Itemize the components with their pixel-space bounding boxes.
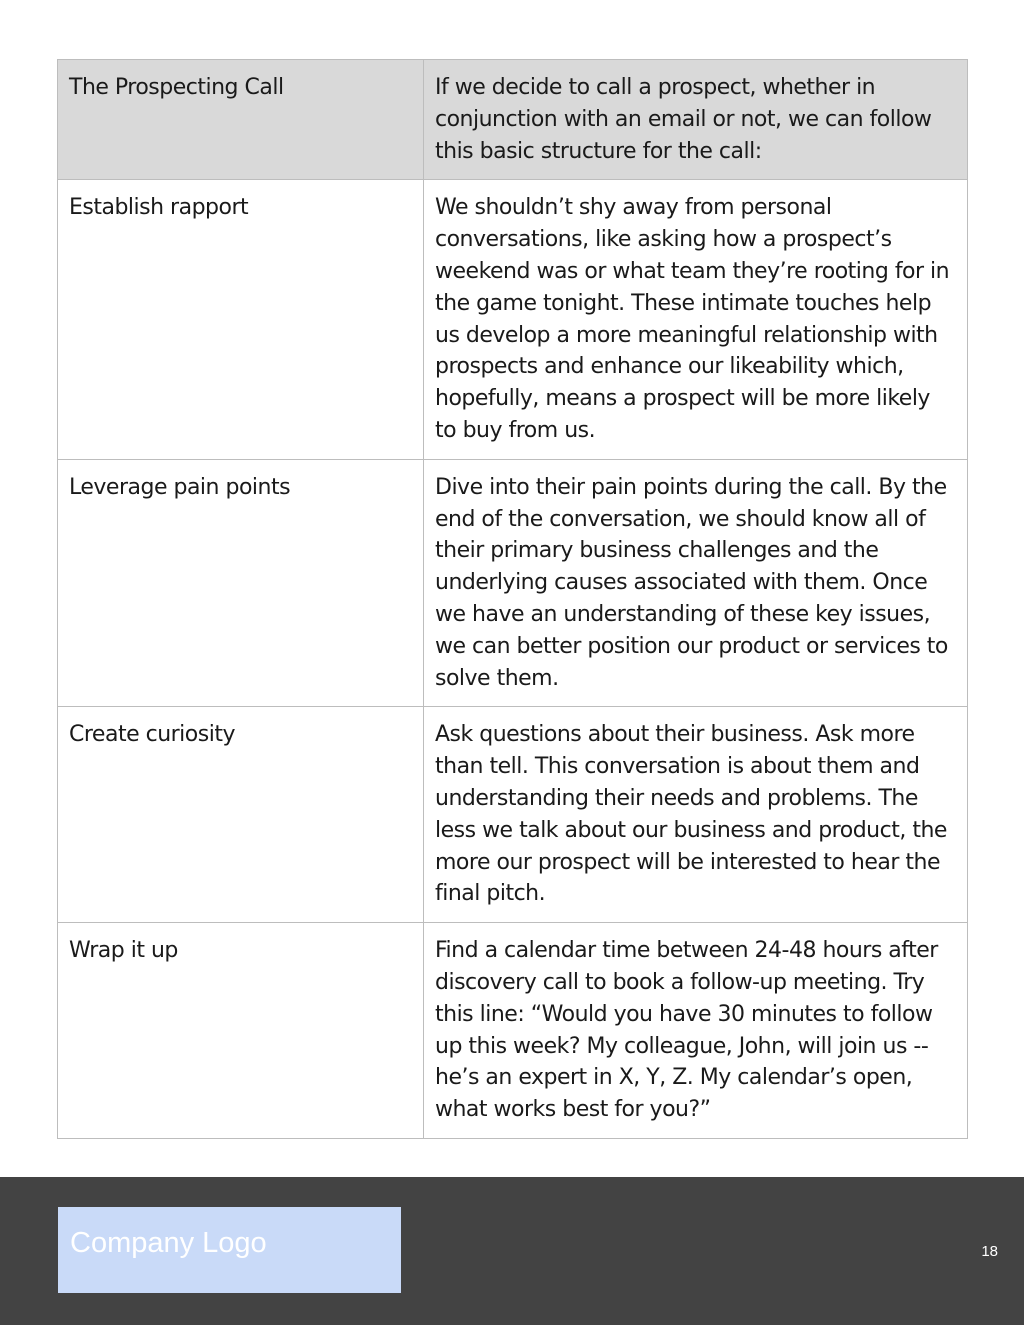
header-description-cell: If we decide to call a prospect, whether in conjunction with an email or not, we can follow this basic structure for the call: [424,60,968,180]
row-topic-cell: Wrap it up [58,923,424,1139]
row-description-cell: We shouldn’t shy away from personal conversations, like asking how a prospect’s weekend was or what team they’re rooting for in the game tonight. These intimate touches help us develop a more meaningful relationship with prospects and enhance our likeability which, hopefully, means a prospect will be more likely to buy from us. [424,180,968,459]
company-logo-text: Company Logo [70,1227,267,1259]
row-description-cell: Find a calendar time between 24-48 hours after discovery call to book a follow-up meeting. Try this line: “Would you have 30 minutes to follow up this week? My colleague, John, will join us -- he’s an expert in X, Y, Z. My calendar’s open, what works best for you?” [424,923,968,1139]
table-row [58,459,968,707]
row-topic-cell: Leverage pain points [58,459,424,707]
row-topic-cell: Create curiosity [58,707,424,923]
table-row [58,923,968,1139]
page-footer [0,1177,1024,1325]
row-description-cell: Ask questions about their business. Ask more than tell. This conversation is about them and understanding their needs and problems. The less we talk about our business and product, the more our prospect will be interested to hear the final pitch. [424,707,968,923]
company-logo-placeholder [58,1207,401,1293]
table-header-row [58,60,968,180]
page-number: 18 [981,1243,998,1260]
prospecting-call-table [57,59,968,1139]
header-topic-cell: The Prospecting Call [58,60,424,180]
table-row [58,180,968,459]
row-topic-cell: Establish rapport [58,180,424,459]
row-description-cell: Dive into their pain points during the call. By the end of the conversation, we should know all of their primary business challenges and the underlying causes associated with them. Once we have an understanding of these key issues, we can better position our product or services to solve them. [424,459,968,707]
table-row [58,707,968,923]
